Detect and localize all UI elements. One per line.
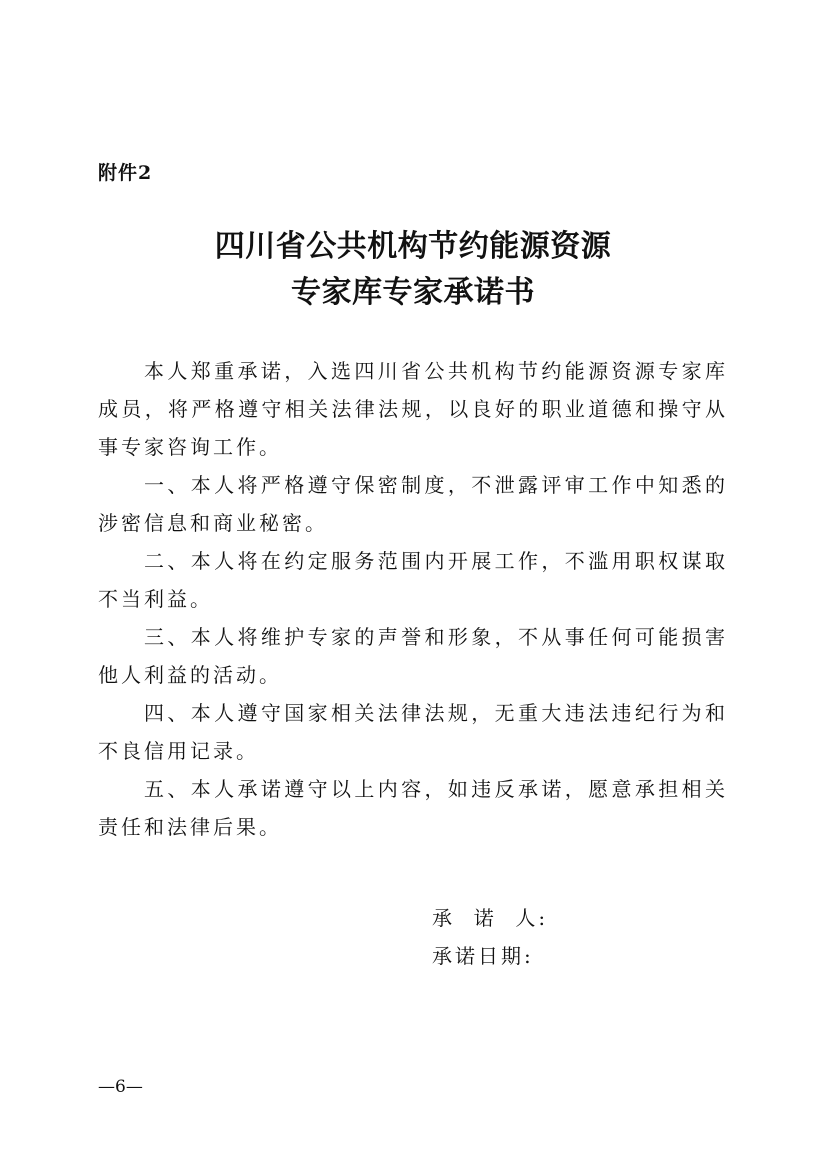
page-number: —6— [98,1077,143,1097]
paragraph-item-1: 一、本人将严格遵守保密制度，不泄露评审工作中知悉的涉密信息和商业秘密。 [98,473,728,535]
paragraph-intro: 本人郑重承诺，入选四川省公共机构节约能源资源专家库成员，将严格遵守相关法律法规，以良好的职业道德和操守从事专家咨询工作。 [98,359,728,459]
title-line-2: 专家库专家承诺书 [291,275,535,310]
promisor-label: 承 诺 人: [432,906,549,930]
signature-block [432,899,548,975]
document-body [98,352,728,846]
document-title [0,224,826,316]
date-label: 承诺日期: [432,944,534,968]
title-line-1: 四川省公共机构节约能源资源 [214,229,612,264]
paragraph-item-3: 三、本人将维护专家的声誉和形象，不从事任何可能损害他人利益的活动。 [98,625,728,687]
paragraph-item-5: 五、本人承诺遵守以上内容，如违反承诺，愿意承担相关责任和法律后果。 [98,777,728,839]
paragraph-item-4: 四、本人遵守国家相关法律法规，无重大违法违纪行为和不良信用记录。 [98,701,728,763]
paragraph-item-2: 二、本人将在约定服务范围内开展工作，不滥用职权谋取不当利益。 [98,549,728,611]
attachment-label: 附件2 [98,162,153,184]
